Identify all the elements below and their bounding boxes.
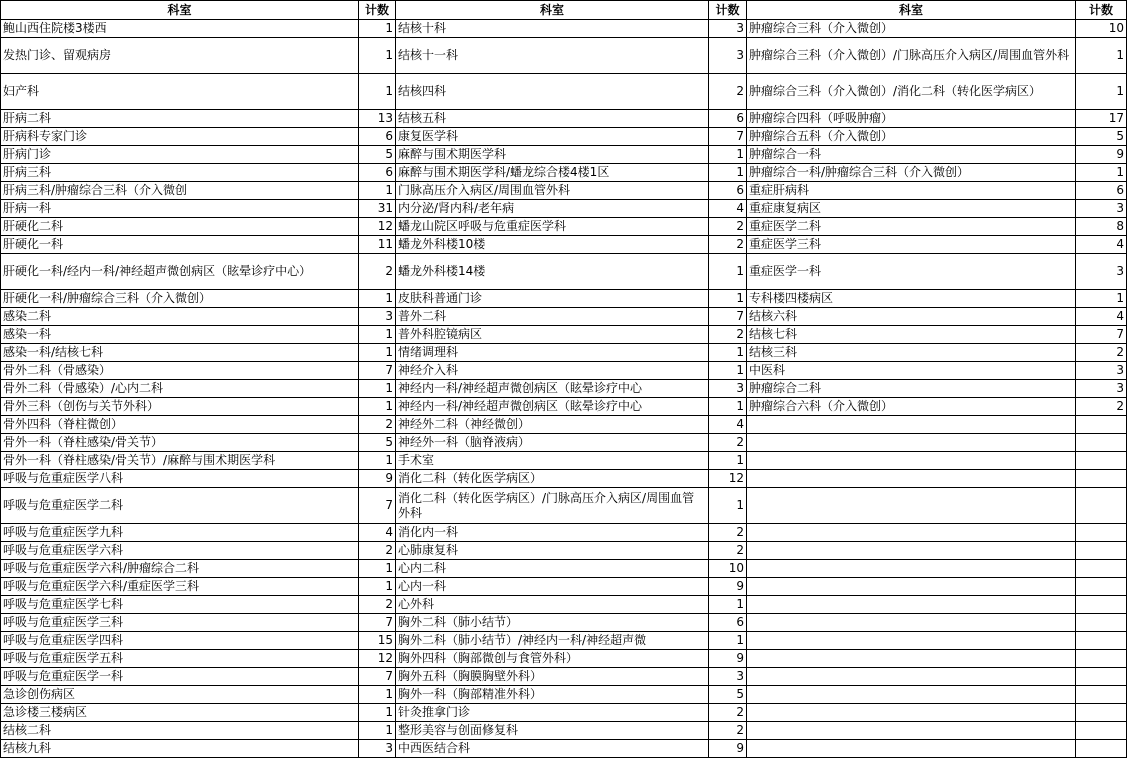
count-cell[interactable]: 1 xyxy=(359,38,396,74)
table-row xyxy=(1,578,1127,596)
count-cell[interactable]: 1 xyxy=(709,362,747,380)
dept-cell[interactable] xyxy=(747,740,1076,758)
table-row xyxy=(1,434,1127,452)
table-row xyxy=(1,416,1127,434)
dept-cell[interactable]: 呼吸与危重症医学四科 xyxy=(1,632,359,650)
dept-cell[interactable]: 胸外一科（胸部精准外科） xyxy=(396,686,709,704)
dept-cell[interactable]: 整形美容与创面修复科 xyxy=(396,722,709,740)
count-cell[interactable]: 3 xyxy=(709,20,747,38)
dept-cell[interactable]: 肝硬化一科 xyxy=(1,236,359,254)
table-row xyxy=(1,218,1127,236)
dept-cell[interactable]: 呼吸与危重症医学六科 xyxy=(1,542,359,560)
dept-cell[interactable]: 肝病三科/肿瘤综合三科（介入微创 xyxy=(1,182,359,200)
count-cell[interactable]: 4 xyxy=(709,200,747,218)
dept-cell[interactable]: 内分泌/肾内科/老年病 xyxy=(396,200,709,218)
dept-cell[interactable]: 鲍山西住院楼3楼西 xyxy=(1,20,359,38)
count-cell[interactable]: 5 xyxy=(1076,128,1127,146)
count-cell[interactable]: 5 xyxy=(709,686,747,704)
count-cell[interactable]: 3 xyxy=(359,308,396,326)
count-cell[interactable]: 2 xyxy=(1076,398,1127,416)
count-cell[interactable]: 4 xyxy=(709,416,747,434)
count-cell[interactable]: 5 xyxy=(359,434,396,452)
dept-cell[interactable]: 结核七科 xyxy=(747,326,1076,344)
dept-cell[interactable]: 针灸推拿门诊 xyxy=(396,704,709,722)
dept-cell[interactable]: 呼吸与危重症医学二科 xyxy=(1,488,359,524)
dept-cell[interactable]: 骨外一科（脊柱感染/骨关节） xyxy=(1,434,359,452)
table-row xyxy=(1,488,1127,524)
count-cell[interactable]: 17 xyxy=(1076,110,1127,128)
dept-cell[interactable] xyxy=(747,686,1076,704)
count-cell[interactable]: 9 xyxy=(709,740,747,758)
dept-cell[interactable]: 麻醉与围术期医学科 xyxy=(396,146,709,164)
count-cell[interactable]: 1 xyxy=(1076,38,1127,74)
count-cell[interactable]: 6 xyxy=(1076,182,1127,200)
dept-cell[interactable]: 情绪调理科 xyxy=(396,344,709,362)
count-cell[interactable]: 3 xyxy=(1076,254,1127,290)
table-row xyxy=(1,560,1127,578)
count-cell[interactable]: 2 xyxy=(709,524,747,542)
dept-cell[interactable]: 消化内一科 xyxy=(396,524,709,542)
dept-cell[interactable]: 神经内一科/神经超声微创病区（眩晕诊疗中心 xyxy=(396,380,709,398)
count-cell[interactable]: 1 xyxy=(359,344,396,362)
table-row xyxy=(1,254,1127,290)
dept-header: 科室 xyxy=(396,1,709,20)
table-row xyxy=(1,614,1127,632)
dept-header: 科室 xyxy=(1,1,359,20)
count-cell[interactable] xyxy=(1076,596,1127,614)
table-row xyxy=(1,650,1127,668)
dept-cell[interactable]: 中西医结合科 xyxy=(396,740,709,758)
count-cell[interactable] xyxy=(1076,704,1127,722)
dept-header: 科室 xyxy=(747,1,1076,20)
count-cell[interactable]: 1 xyxy=(359,704,396,722)
dept-cell[interactable]: 肝病门诊 xyxy=(1,146,359,164)
count-cell[interactable]: 15 xyxy=(359,632,396,650)
count-cell[interactable]: 2 xyxy=(1076,344,1127,362)
count-cell[interactable]: 10 xyxy=(1076,20,1127,38)
count-cell[interactable]: 3 xyxy=(709,38,747,74)
dept-cell[interactable]: 感染二科 xyxy=(1,308,359,326)
table-row xyxy=(1,110,1127,128)
count-cell[interactable]: 1 xyxy=(359,326,396,344)
count-cell[interactable]: 1 xyxy=(1076,74,1127,110)
dept-cell[interactable] xyxy=(747,470,1076,488)
count-header: 计数 xyxy=(1076,1,1127,20)
count-cell[interactable]: 2 xyxy=(359,416,396,434)
count-cell[interactable]: 12 xyxy=(359,650,396,668)
count-cell[interactable]: 2 xyxy=(359,542,396,560)
table-row xyxy=(1,290,1127,308)
dept-cell[interactable]: 发热门诊、留观病房 xyxy=(1,38,359,74)
count-cell[interactable]: 1 xyxy=(359,20,396,38)
table-row xyxy=(1,704,1127,722)
count-cell[interactable]: 2 xyxy=(709,704,747,722)
count-cell[interactable]: 7 xyxy=(1076,326,1127,344)
table-row xyxy=(1,596,1127,614)
dept-cell[interactable] xyxy=(747,650,1076,668)
count-cell[interactable]: 1 xyxy=(709,452,747,470)
dept-cell[interactable]: 结核六科 xyxy=(747,308,1076,326)
dept-cell[interactable]: 呼吸与危重症医学九科 xyxy=(1,524,359,542)
count-cell[interactable]: 1 xyxy=(359,452,396,470)
dept-cell[interactable]: 骨外一科（脊柱感染/骨关节）/麻醉与围术期医学科 xyxy=(1,452,359,470)
dept-cell[interactable]: 肿瘤综合三科（介入微创）/门脉高压介入病区/周围血管外科 xyxy=(747,38,1076,74)
count-cell[interactable]: 1 xyxy=(709,398,747,416)
dept-cell[interactable] xyxy=(747,560,1076,578)
count-cell[interactable]: 31 xyxy=(359,200,396,218)
dept-cell[interactable]: 蟠龙外科楼10楼 xyxy=(396,236,709,254)
count-cell[interactable]: 1 xyxy=(709,596,747,614)
count-header: 计数 xyxy=(709,1,747,20)
dept-cell[interactable]: 神经内一科/神经超声微创病区（眩晕诊疗中心 xyxy=(396,398,709,416)
count-cell[interactable]: 6 xyxy=(359,164,396,182)
dept-cell[interactable] xyxy=(747,434,1076,452)
count-cell[interactable]: 5 xyxy=(359,146,396,164)
count-cell[interactable] xyxy=(1076,632,1127,650)
count-cell[interactable]: 3 xyxy=(709,380,747,398)
dept-cell[interactable] xyxy=(747,596,1076,614)
dept-cell[interactable]: 感染一科/结核七科 xyxy=(1,344,359,362)
table-row xyxy=(1,326,1127,344)
dept-cell[interactable] xyxy=(747,668,1076,686)
dept-cell[interactable]: 中医科 xyxy=(747,362,1076,380)
count-cell[interactable]: 1 xyxy=(709,344,747,362)
dept-cell[interactable]: 神经介入科 xyxy=(396,362,709,380)
dept-cell[interactable]: 专科楼四楼病区 xyxy=(747,290,1076,308)
dept-cell[interactable]: 肿瘤综合三科（介入微创）/消化二科（转化医学病区） xyxy=(747,74,1076,110)
count-cell[interactable]: 1 xyxy=(709,164,747,182)
dept-cell[interactable]: 呼吸与危重症医学八科 xyxy=(1,470,359,488)
dept-cell[interactable]: 普外科腔镜病区 xyxy=(396,326,709,344)
dept-cell[interactable]: 呼吸与危重症医学六科/肿瘤综合二科 xyxy=(1,560,359,578)
table-row xyxy=(1,236,1127,254)
count-cell[interactable]: 12 xyxy=(709,470,747,488)
count-cell[interactable]: 7 xyxy=(359,488,396,524)
dept-cell[interactable]: 蟠龙外科楼14楼 xyxy=(396,254,709,290)
dept-cell[interactable]: 肝硬化一科/肿瘤综合三科（介入微创） xyxy=(1,290,359,308)
dept-cell[interactable]: 心外科 xyxy=(396,596,709,614)
count-cell[interactable]: 1 xyxy=(359,578,396,596)
dept-cell[interactable]: 肿瘤综合一科/肿瘤综合三科（介入微创） xyxy=(747,164,1076,182)
dept-cell[interactable]: 胸外二科（肺小结节）/神经内一科/神经超声微 xyxy=(396,632,709,650)
count-cell[interactable]: 7 xyxy=(359,614,396,632)
dept-cell[interactable]: 急诊楼三楼病区 xyxy=(1,704,359,722)
table-row xyxy=(1,542,1127,560)
dept-cell[interactable]: 呼吸与危重症医学一科 xyxy=(1,668,359,686)
count-cell[interactable]: 9 xyxy=(709,578,747,596)
dept-cell[interactable]: 手术室 xyxy=(396,452,709,470)
table-row xyxy=(1,38,1127,74)
dept-cell[interactable]: 胸外五科（胸膜胸壁外科） xyxy=(396,668,709,686)
count-cell[interactable]: 6 xyxy=(709,614,747,632)
count-cell[interactable]: 1 xyxy=(709,146,747,164)
count-cell[interactable] xyxy=(1076,470,1127,488)
count-cell[interactable] xyxy=(1076,722,1127,740)
dept-cell[interactable] xyxy=(747,542,1076,560)
dept-cell[interactable]: 结核十一科 xyxy=(396,38,709,74)
table-row xyxy=(1,362,1127,380)
table-row xyxy=(1,74,1127,110)
dept-cell[interactable]: 麻醉与围术期医学科/蟠龙综合楼4楼1区 xyxy=(396,164,709,182)
count-cell[interactable]: 3 xyxy=(709,668,747,686)
table-row xyxy=(1,164,1127,182)
count-cell[interactable] xyxy=(1076,686,1127,704)
dept-cell[interactable]: 呼吸与危重症医学五科 xyxy=(1,650,359,668)
dept-cell[interactable]: 门脉高压介入病区/周围血管外科 xyxy=(396,182,709,200)
table-row xyxy=(1,632,1127,650)
dept-cell[interactable]: 心内一科 xyxy=(396,578,709,596)
count-cell[interactable] xyxy=(1076,740,1127,758)
count-cell[interactable] xyxy=(1076,434,1127,452)
count-cell[interactable]: 6 xyxy=(709,182,747,200)
dept-cell[interactable]: 感染一科 xyxy=(1,326,359,344)
count-cell[interactable]: 1 xyxy=(359,560,396,578)
count-cell[interactable]: 4 xyxy=(359,524,396,542)
dept-cell[interactable]: 神经外一科（脑脊液病） xyxy=(396,434,709,452)
count-cell[interactable]: 1 xyxy=(709,290,747,308)
count-cell[interactable]: 3 xyxy=(1076,200,1127,218)
count-cell[interactable] xyxy=(1076,416,1127,434)
count-cell[interactable]: 1 xyxy=(709,632,747,650)
dept-cell[interactable]: 骨外四科（脊柱微创） xyxy=(1,416,359,434)
dept-cell[interactable]: 结核九科 xyxy=(1,740,359,758)
count-cell[interactable]: 1 xyxy=(1076,290,1127,308)
dept-cell[interactable]: 肿瘤综合一科 xyxy=(747,146,1076,164)
dept-cell[interactable]: 妇产科 xyxy=(1,74,359,110)
dept-cell[interactable]: 消化二科（转化医学病区）/门脉高压介入病区/周围血管外科 xyxy=(396,488,709,524)
count-cell[interactable]: 6 xyxy=(709,110,747,128)
count-cell[interactable]: 2 xyxy=(359,254,396,290)
dept-cell[interactable]: 胸外四科（胸部微创与食管外科） xyxy=(396,650,709,668)
dept-cell[interactable]: 胸外二科（肺小结节） xyxy=(396,614,709,632)
count-cell[interactable]: 1 xyxy=(359,380,396,398)
dept-cell[interactable] xyxy=(747,524,1076,542)
dept-cell[interactable]: 肝病一科 xyxy=(1,200,359,218)
count-cell[interactable]: 13 xyxy=(359,110,396,128)
dept-cell[interactable]: 骨外二科（骨感染）/心内二科 xyxy=(1,380,359,398)
count-cell[interactable]: 9 xyxy=(709,650,747,668)
dept-cell[interactable]: 心肺康复科 xyxy=(396,542,709,560)
table-row xyxy=(1,128,1127,146)
count-cell[interactable] xyxy=(1076,560,1127,578)
dept-cell[interactable]: 肝病二科 xyxy=(1,110,359,128)
dept-cell[interactable]: 骨外三科（创伤与关节外科） xyxy=(1,398,359,416)
count-cell[interactable]: 9 xyxy=(1076,146,1127,164)
count-cell[interactable]: 8 xyxy=(1076,218,1127,236)
count-cell[interactable]: 3 xyxy=(1076,362,1127,380)
count-cell[interactable] xyxy=(1076,542,1127,560)
count-cell[interactable]: 1 xyxy=(359,398,396,416)
count-cell[interactable]: 2 xyxy=(709,218,747,236)
count-cell[interactable]: 10 xyxy=(709,560,747,578)
dept-cell[interactable]: 重症康复病区 xyxy=(747,200,1076,218)
count-cell[interactable]: 6 xyxy=(359,128,396,146)
count-cell[interactable]: 7 xyxy=(709,128,747,146)
count-cell[interactable]: 1 xyxy=(359,74,396,110)
table-row xyxy=(1,452,1127,470)
count-cell[interactable]: 1 xyxy=(1076,164,1127,182)
dept-cell[interactable]: 重症肝病科 xyxy=(747,182,1076,200)
count-cell[interactable] xyxy=(1076,524,1127,542)
dept-cell[interactable]: 肝病科专家门诊 xyxy=(1,128,359,146)
table-row xyxy=(1,308,1127,326)
dept-cell[interactable]: 呼吸与危重症医学七科 xyxy=(1,596,359,614)
dept-cell[interactable]: 急诊创伤病区 xyxy=(1,686,359,704)
count-cell[interactable]: 2 xyxy=(709,722,747,740)
count-cell[interactable]: 9 xyxy=(359,470,396,488)
dept-cell[interactable]: 肿瘤综合五科（介入微创） xyxy=(747,128,1076,146)
dept-cell[interactable] xyxy=(747,416,1076,434)
count-cell[interactable]: 11 xyxy=(359,236,396,254)
dept-cell[interactable] xyxy=(747,614,1076,632)
count-cell[interactable]: 1 xyxy=(709,488,747,524)
dept-cell[interactable]: 重症医学二科 xyxy=(747,218,1076,236)
dept-cell[interactable] xyxy=(747,722,1076,740)
dept-cell[interactable]: 普外二科 xyxy=(396,308,709,326)
table-row xyxy=(1,740,1127,758)
count-cell[interactable] xyxy=(1076,488,1127,524)
table-row xyxy=(1,200,1127,218)
count-cell[interactable]: 3 xyxy=(1076,380,1127,398)
count-cell[interactable]: 12 xyxy=(359,218,396,236)
dept-cell[interactable]: 结核二科 xyxy=(1,722,359,740)
count-cell[interactable]: 2 xyxy=(709,74,747,110)
dept-cell[interactable]: 结核四科 xyxy=(396,74,709,110)
dept-cell[interactable]: 肝硬化一科/经内一科/神经超声微创病区（眩晕诊疗中心） xyxy=(1,254,359,290)
dept-cell[interactable]: 重症医学三科 xyxy=(747,236,1076,254)
dept-cell[interactable]: 心内二科 xyxy=(396,560,709,578)
dept-cell[interactable]: 皮肤科普通门诊 xyxy=(396,290,709,308)
count-cell[interactable]: 1 xyxy=(359,722,396,740)
dept-cell[interactable]: 呼吸与危重症医学三科 xyxy=(1,614,359,632)
dept-cell[interactable] xyxy=(747,632,1076,650)
dept-cell[interactable]: 肝硬化二科 xyxy=(1,218,359,236)
dept-cell[interactable]: 结核十科 xyxy=(396,20,709,38)
dept-cell[interactable]: 肿瘤综合三科（介入微创） xyxy=(747,20,1076,38)
count-cell[interactable] xyxy=(1076,668,1127,686)
dept-cell[interactable]: 骨外二科（骨感染） xyxy=(1,362,359,380)
table-body xyxy=(1,20,1127,758)
table-row xyxy=(1,20,1127,38)
dept-cell[interactable] xyxy=(747,704,1076,722)
table-row xyxy=(1,470,1127,488)
table-row xyxy=(1,182,1127,200)
dept-cell[interactable]: 肿瘤综合六科（介入微创） xyxy=(747,398,1076,416)
count-cell[interactable]: 1 xyxy=(709,254,747,290)
count-cell[interactable]: 7 xyxy=(709,308,747,326)
count-cell[interactable]: 4 xyxy=(1076,308,1127,326)
count-cell[interactable]: 2 xyxy=(709,434,747,452)
dept-cell[interactable] xyxy=(747,452,1076,470)
count-header: 计数 xyxy=(359,1,396,20)
count-cell[interactable]: 1 xyxy=(359,290,396,308)
dept-cell[interactable]: 肝病三科 xyxy=(1,164,359,182)
count-cell[interactable]: 1 xyxy=(359,686,396,704)
table-row xyxy=(1,344,1127,362)
header-row xyxy=(1,1,1127,20)
table-row xyxy=(1,380,1127,398)
count-cell[interactable]: 1 xyxy=(359,182,396,200)
count-cell[interactable]: 2 xyxy=(709,326,747,344)
table-row xyxy=(1,686,1127,704)
count-cell[interactable]: 2 xyxy=(359,596,396,614)
count-cell[interactable]: 7 xyxy=(359,362,396,380)
table-row xyxy=(1,524,1127,542)
count-cell[interactable]: 2 xyxy=(709,236,747,254)
count-cell[interactable]: 4 xyxy=(1076,236,1127,254)
dept-cell[interactable]: 神经外二科（神经微创） xyxy=(396,416,709,434)
count-cell[interactable] xyxy=(1076,578,1127,596)
table-row xyxy=(1,668,1127,686)
table-row xyxy=(1,146,1127,164)
dept-cell[interactable]: 肿瘤综合二科 xyxy=(747,380,1076,398)
dept-cell[interactable]: 重症医学一科 xyxy=(747,254,1076,290)
count-cell[interactable] xyxy=(1076,452,1127,470)
dept-cell[interactable]: 康复医学科 xyxy=(396,128,709,146)
dept-cell[interactable]: 呼吸与危重症医学六科/重症医学三科 xyxy=(1,578,359,596)
dept-cell[interactable] xyxy=(747,488,1076,524)
count-cell[interactable]: 2 xyxy=(709,542,747,560)
dept-cell[interactable]: 肿瘤综合四科（呼吸肿瘤） xyxy=(747,110,1076,128)
dept-cell[interactable]: 结核三科 xyxy=(747,344,1076,362)
count-cell[interactable]: 3 xyxy=(359,740,396,758)
dept-cell[interactable]: 结核五科 xyxy=(396,110,709,128)
table-row xyxy=(1,722,1127,740)
count-cell[interactable] xyxy=(1076,650,1127,668)
dept-cell[interactable]: 消化二科（转化医学病区） xyxy=(396,470,709,488)
table-row xyxy=(1,398,1127,416)
count-cell[interactable] xyxy=(1076,614,1127,632)
dept-cell[interactable]: 蟠龙山院区呼吸与危重症医学科 xyxy=(396,218,709,236)
count-cell[interactable]: 7 xyxy=(359,668,396,686)
dept-cell[interactable] xyxy=(747,578,1076,596)
